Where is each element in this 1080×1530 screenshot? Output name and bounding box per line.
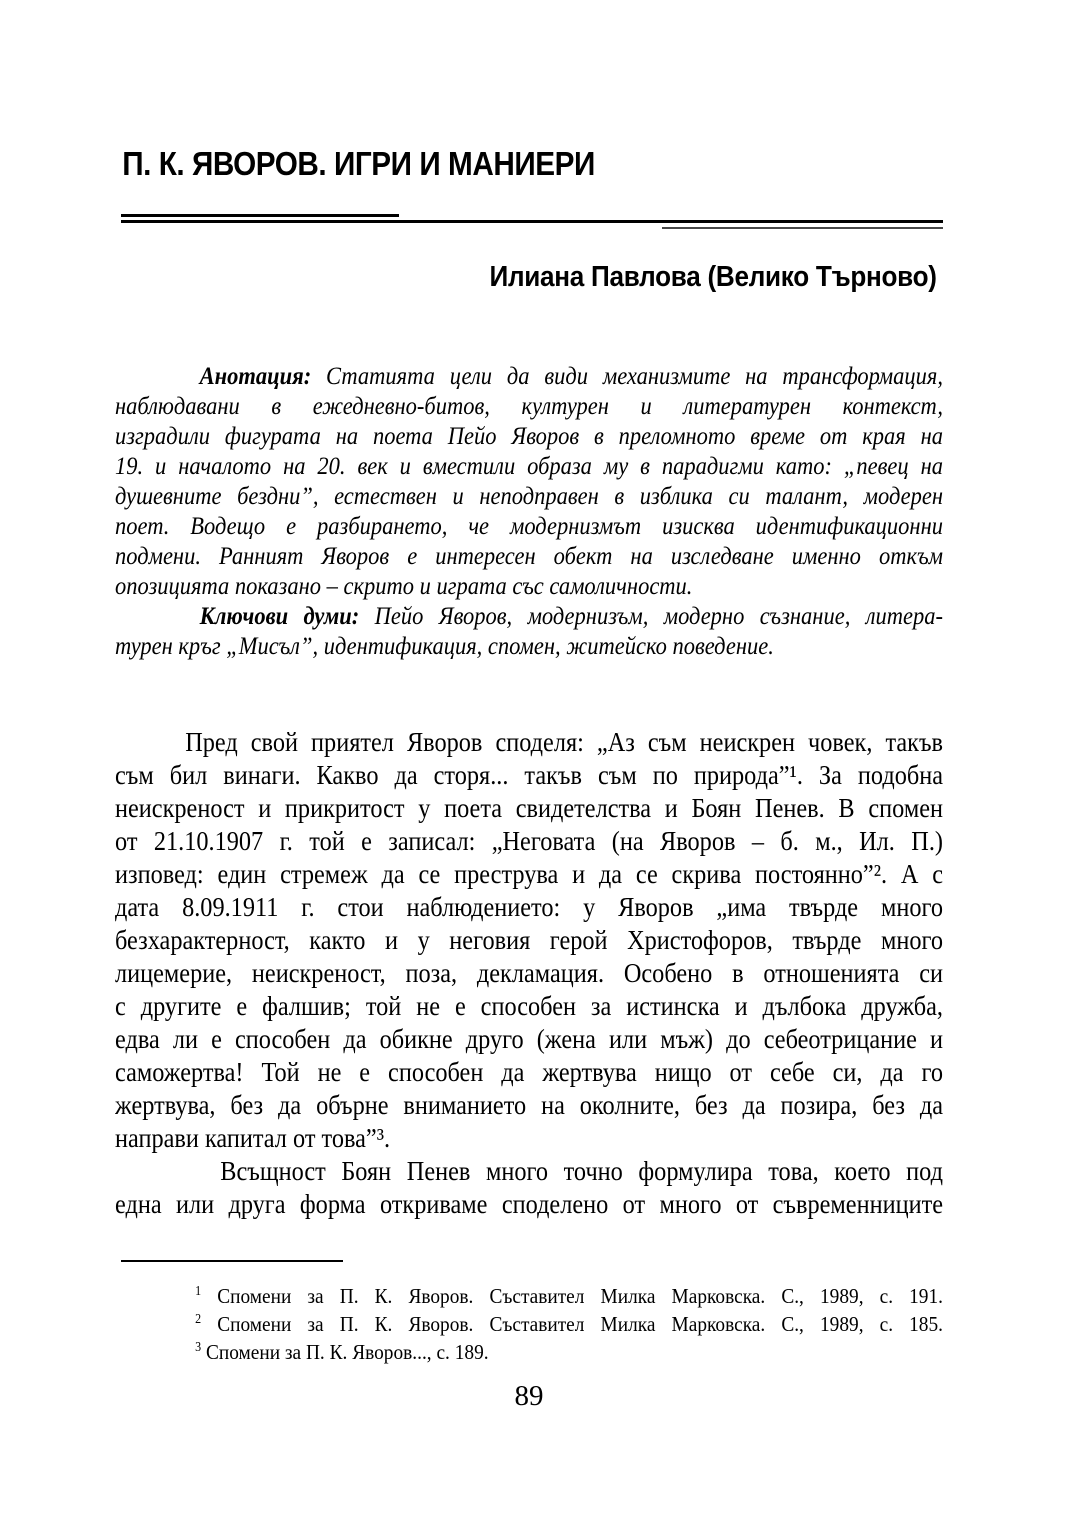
abstract-line: изградили фигурата на поета Пейо Яворов в преломното време от края на <box>115 423 943 450</box>
footnote-line: $^3$ Спомени за П. К. Яворов..., с. 189. <box>195 1338 489 1364</box>
body-line: жертвува, без да обърне вниманието на околните, без да позира, без да <box>115 1090 943 1120</box>
article-title: П. К. ЯВОРОВ. ИГРИ И МАНИЕРИ <box>122 145 595 182</box>
abstract-line: турен кръг „Мисъл”, идентификация, спомен, житейско поведение. <box>115 633 774 660</box>
body-line: изповед: един стремеж да се преструва и да се скрива постоянно”². А с <box>115 859 943 889</box>
abstract-line: подмени. Ранният Яворов е интересен обект на изследване именно откъм <box>115 543 943 570</box>
body-line: дата 8.09.1911 г. стои наблюдението: у Яворов „има твърде много <box>115 892 943 922</box>
abstract-line: 19. и началото на 20. век и вместили образа му в парадигми като: „певец на <box>115 453 943 480</box>
body-line: направи капитал от това”³. <box>115 1123 391 1153</box>
paragraph-lead: Ключови думи: <box>199 603 360 630</box>
footnotes-section <box>115 1282 943 1366</box>
body-line: една или друга форма откриваме споделено от много от съвременниците <box>115 1189 943 1219</box>
footnote-marker: 2 <box>195 1310 202 1326</box>
body-section <box>115 726 943 1221</box>
author-line: Илиана Павлова (Велико Търново) <box>489 261 937 293</box>
body-line: безхарактерност, както и у неговия герой Христофоров, твърде много <box>115 925 943 955</box>
body-line: Пред свой приятел Яворов споделя: „Аз съм неискрен човек, такъв <box>185 727 943 757</box>
abstract-section <box>115 362 943 662</box>
body-line: съм бил винаги. Какво да сторя... такъв съм по природа”¹. За подобна <box>115 760 943 790</box>
footnote-line: $^2$ Спомени за П. К. Яворов. Съставител Милка Марковска. С., 1989, с. 185. <box>195 1310 943 1336</box>
body-line: саможертва! Той не е способен да жертвува нищо от себе си, да го <box>115 1057 943 1087</box>
abstract-line: поет. Водещо е разбирането, че модернизмът изисква идентификационни <box>115 513 943 540</box>
paragraph-lead: Анотация: <box>199 363 312 390</box>
abstract-line: душевните бездни”, естествен и неподправен в изблика си талант, модерен <box>115 483 943 510</box>
footnote-line: $^1$ Спомени за П. К. Яворов. Съставител Милка Марковска. С., 1989, с. 191. <box>195 1282 943 1308</box>
body-line: лицемерие, неискреност, поза, декламация. Особено в отношенията си <box>115 958 943 988</box>
body-line: Всъщност Боян Пенев много точно формулира това, което под <box>220 1156 943 1186</box>
body-line: едва ли е способен да обикне друго (жена или мъж) до себеотрицание и <box>115 1024 943 1054</box>
page-number: 89 <box>514 1380 544 1412</box>
abstract-line: наблюдавани в ежедневно-битов, културен и литературен контекст, <box>115 393 943 420</box>
body-line: от 21.10.1907 г. той е записал: „Неговата (на Яворов – б. м., Ил. П.) <box>115 826 943 856</box>
body-line: с другите е фалшив; той не е способен за истинска и дълбока дружба, <box>115 991 943 1021</box>
text-column <box>115 0 943 1530</box>
abstract-line: Ключови думи: Пейо Яворов, модернизъм, модерно съзнание, литера- <box>199 603 943 630</box>
footnote-marker: 1 <box>195 1282 202 1298</box>
abstract-line: Анотация: Статията цели да види механизмите на трансформация, <box>199 363 943 390</box>
abstract-line: опозицията показано – скрито и играта със самоличности. <box>115 573 693 600</box>
footnote-marker: 3 <box>195 1338 202 1354</box>
body-line: неискреност и прикритост у поета свидетелства и Боян Пенев. В спомен <box>115 793 943 823</box>
